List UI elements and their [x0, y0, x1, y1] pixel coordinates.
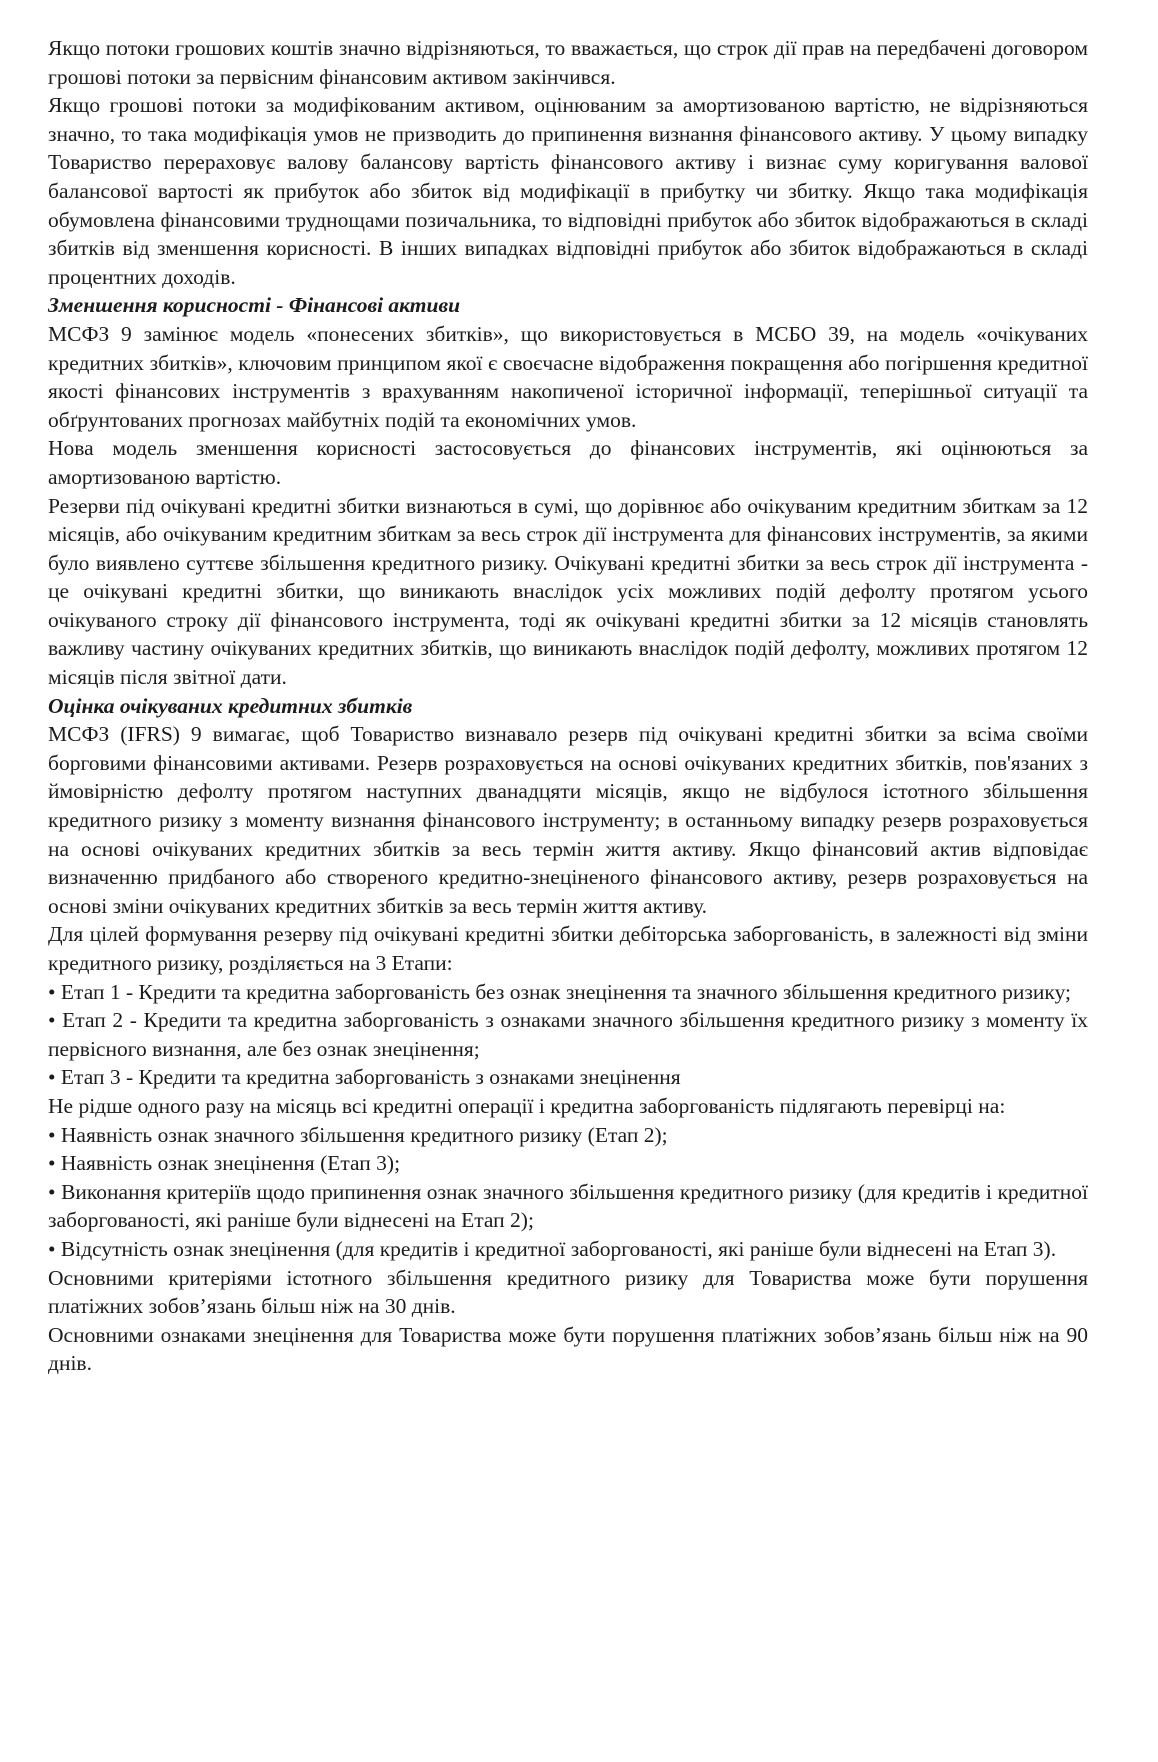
- paragraph-sicr-criteria: Основними критеріями істотного збільшення кредитного ризику для Товариства може бути порушення платіжних зобов’язань більш ніж на 30 днів.: [48, 1265, 1088, 1319]
- bullet-check-impairment: • Наявність ознак знецінення (Етап 3);: [48, 1151, 401, 1176]
- paragraph-ifrs9-model: МСФЗ 9 замінює модель «понесених збитків», що використовується в МСБО 39, на модель «очікуваних кредитних збитків», ключовим принципом якої є своєчасне відображення покращення або погіршення кредитної якості фінансових інструментів з врахуванням накопиченої історичної інформації, теперішньої ситуації та обґрунтованих прогнозах майбутніх подій та економічних умов.: [48, 321, 1088, 432]
- heading-impairment: Зменшення корисності - Фінансові активи: [48, 293, 461, 318]
- paragraph-contract-expiry: Якщо потоки грошових коштів значно відрізняються, то вважається, що строк дії прав на передбачені договором грошові потоки за первісним фінансовим активом закінчився.: [48, 36, 1088, 89]
- paragraph-monthly-check: Не рідше одного разу на місяць всі кредитні операції і кредитна заборгованість підлягають перевірці на:: [48, 1093, 1006, 1118]
- bullet-stage-3: • Етап 3 - Кредити та кредитна заборгованість з ознаками знецінення: [48, 1065, 681, 1090]
- paragraph-ifrs9-requirement: МСФЗ (IFRS) 9 вимагає, щоб Товариство визнавало резерв під очікувані кредитні збитки за всіма своїми борговими фінансовими активами. Резерв розраховується на основі очікуваних кредитних збитків, пов'язаних з ймовірністю дефолту протягом наступних дванадцяти місяців, якщо не відбулося істотного збільшення кредитного ризику з моменту визнання фінансового інструменту; в останньому випадку резерв розраховується на основі очікуваних кредитних збитків за весь термін життя активу. Якщо фінансовий актив відповідає визначенню придбаного або створеного кредитно-знеціненого фінансового активу, резерв розраховується на основі зміни очікуваних кредитних збитків за весь термін життя активу.: [48, 722, 1088, 918]
- paragraph-new-model: Нова модель зменшення корисності застосовується до фінансових інструментів, які оцінюються за амортизованою вартістю.: [48, 436, 1088, 489]
- paragraph-modification: Якщо грошові потоки за модифікованим активом, оцінюваним за амортизованою вартістю, не відрізняються значно, то така модифікація умов не призводить до припинення визнання фінансового активу. У цьому випадку Товариство перераховує валову балансову вартість фінансового активу і визнає суму коригування валової балансової вартості як прибуток або збиток від модифікації в прибутку чи збитку. Якщо така модифікація обумовлена фінансовими труднощами позичальника, то відповідні прибуток або збиток відображаються в складі збитків від зменшення корисності. В інших випадках відповідні прибуток або збиток відображаються в складі процентних доходів.: [48, 93, 1088, 289]
- heading-ecl-estimation: Оцінка очікуваних кредитних збитків: [48, 693, 413, 718]
- bullet-check-sicr: • Наявність ознак значного збільшення кредитного ризику (Етап 2);: [48, 1122, 668, 1147]
- bullet-check-no-impairment: • Відсутність ознак знецінення (для кредитів і кредитної заборгованості, які раніше були віднесені на Етап 3).: [48, 1236, 1057, 1261]
- paragraph-reserves: Резерви під очікувані кредитні збитки визнаються в сумі, що дорівнює або очікуваним кредитним збиткам за 12 місяців, або очікуваним кредитним збиткам за весь строк дії інструмента для фінансових інструментів, за якими було виявлено суттєве збільшення кредитного ризику. Очікувані кредитні збитки за весь строк дії інструмента - це очікувані кредитні збитки, що виникають внаслідок усіх можливих подій дефолту протягом усього очікуваного строку дії фінансового інструмента, тоді як очікувані кредитні збитки за 12 місяців становлять важливу частину очікуваних кредитних збитків, що виникають внаслідок подій дефолту, можливих протягом 12 місяців після звітної дати.: [48, 493, 1088, 690]
- bullet-check-sicr-cessation: • Виконання критеріїв щодо припинення ознак значного збільшення кредитного ризику (для кредитів і кредитної заборгованості, які раніше були віднесені на Етап 2);: [48, 1179, 1088, 1233]
- document-page: [48, 34, 1088, 1378]
- paragraph-stages-intro: Для цілей формування резерву під очікувані кредитні збитки дебіторська заборгованість, в залежності від зміни кредитного ризику, розділяється на 3 Етапи:: [48, 922, 1088, 975]
- bullet-stage-1: • Етап 1 - Кредити та кредитна заборгованість без ознак знецінення та значного збільшення кредитного ризику;: [48, 979, 1072, 1004]
- paragraph-impairment-criteria: Основними ознаками знецінення для Товариства може бути порушення платіжних зобов’язань більш ніж на 90 днів.: [48, 1322, 1088, 1376]
- bullet-stage-2: • Етап 2 - Кредити та кредитна заборгованість з ознаками значного збільшення кредитного ризику з моменту їх первісного визнання, але без ознак знецінення;: [48, 1008, 1088, 1061]
